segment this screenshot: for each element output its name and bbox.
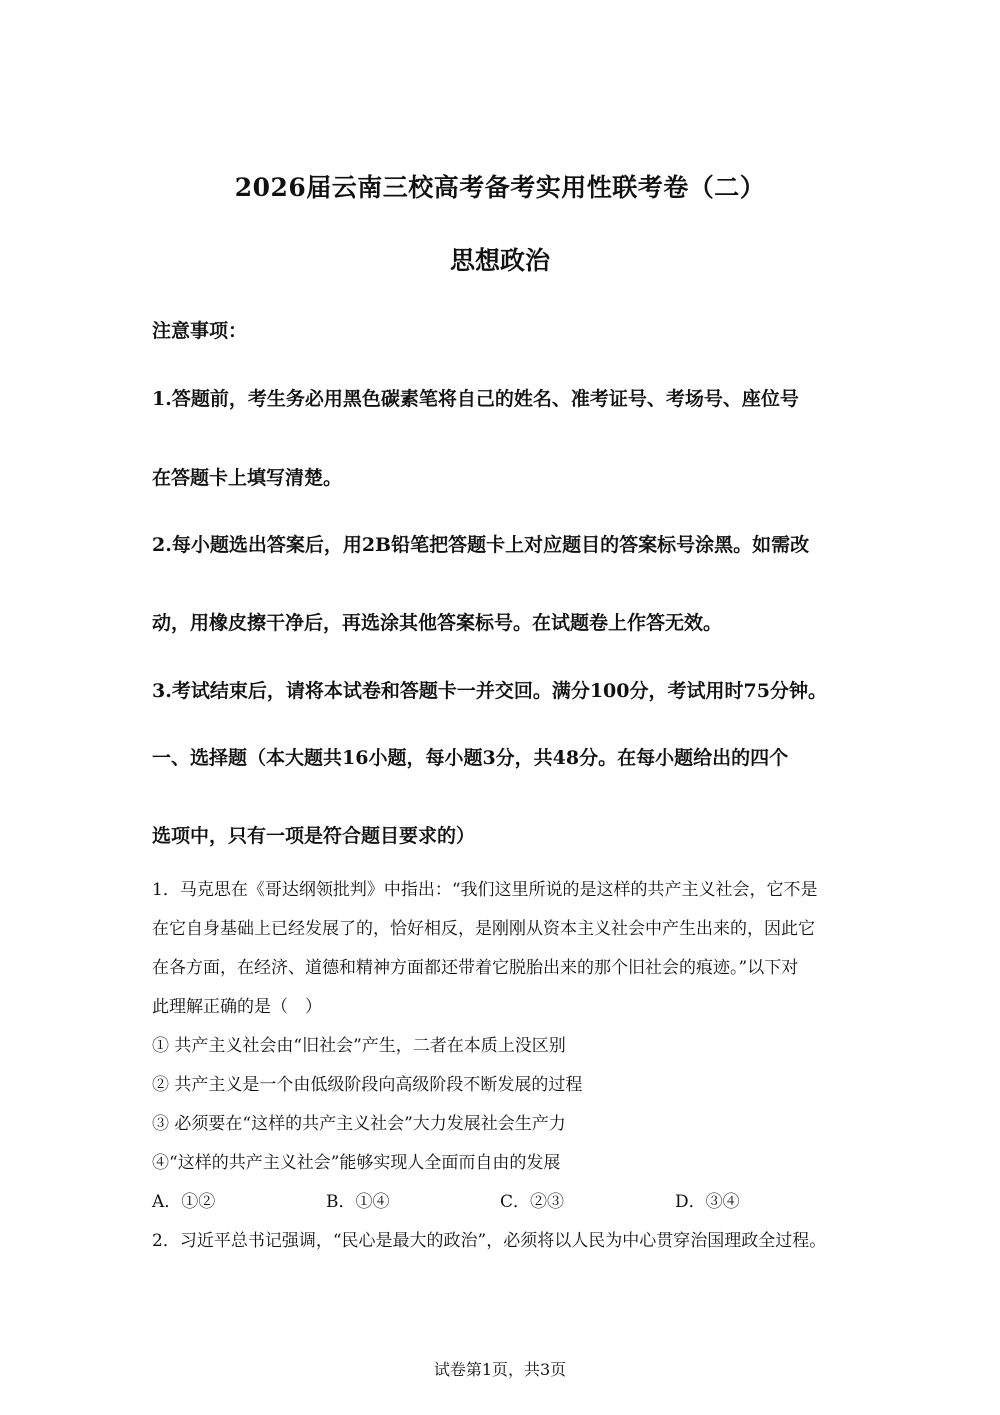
question-1-text: 1．马克思在《哥达纲领批判》中指出：“我们这里所说的是这样的共产主义社会，它不是	[152, 880, 818, 900]
question-1-option-b: B．①④	[326, 1192, 390, 1212]
notice-line: 在答题卡上填写清楚。	[152, 467, 343, 489]
question-1-statement: ④“这样的共产主义社会”能够实现人全面而自由的发展	[152, 1153, 561, 1173]
notice-line: 1.答题前，考生务必用黑色碳素笔将自己的姓名、准考证号、考场号、座位号	[152, 388, 799, 410]
exam-subject: 思想政治	[449, 246, 550, 275]
notice-line: 3.考试结束后，请将本试卷和答题卡一并交回。满分100分，考试用时75分钟。	[152, 680, 827, 702]
exam-title: 2026届云南三校高考备考实用性联考卷（二）	[234, 173, 766, 202]
question-1-option-c: C．②③	[500, 1192, 565, 1212]
question-1-option-d: D．③④	[675, 1192, 740, 1212]
question-1-statement: ① 共产主义社会由“旧社会”产生，二者在本质上没区别	[152, 1036, 566, 1056]
question-1-text: 在各方面，在经济、道德和精神方面都还带着它脱胎出来的那个旧社会的痕迹。”以下对	[152, 958, 799, 978]
question-2-text: 2．习近平总书记强调，“民心是最大的政治”，必须将以人民为中心贯穿治国理政全过程。	[152, 1231, 827, 1251]
question-1-text: 在它自身基础上已经发展了的，恰好相反，是刚刚从资本主义社会中产生出来的，因此它	[152, 919, 815, 939]
question-1-statement: ③ 必须要在“这样的共产主义社会”大力发展社会生产力	[152, 1114, 566, 1134]
notice-heading: 注意事项：	[152, 320, 248, 342]
section-heading-line: 一、选择题（本大题共16小题，每小题3分，共48分。在每小题给出的四个	[152, 747, 789, 769]
question-1-statement: ② 共产主义是一个由低级阶段向高级阶段不断发展的过程	[152, 1075, 583, 1095]
page-footer: 试卷第1页，共3页	[433, 1360, 567, 1379]
notice-line: 2.每小题选出答案后，用2B铅笔把答题卡上对应题目的答案标号涂黑。如需改	[152, 534, 810, 556]
question-1-option-a: A．①②	[152, 1192, 216, 1212]
notice-line: 动，用橡皮擦干净后，再选涂其他答案标号。在试题卷上作答无效。	[152, 612, 723, 634]
section-heading-line: 选项中，只有一项是符合题目要求的）	[152, 825, 476, 847]
question-1-text: 此理解正确的是（ ）	[152, 997, 322, 1017]
